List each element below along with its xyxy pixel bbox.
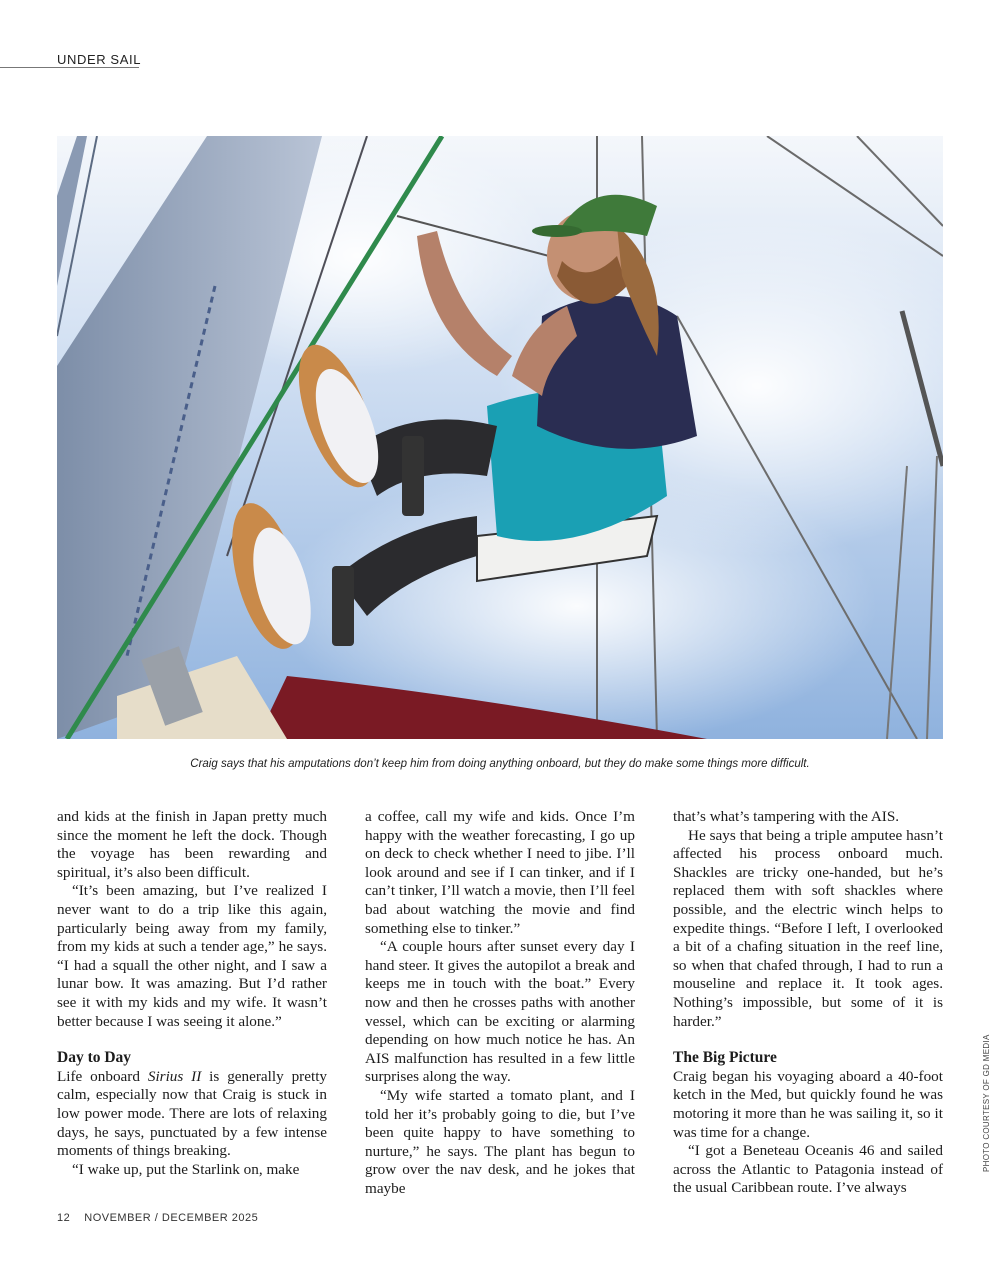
spacer — [57, 1031, 327, 1049]
photo-caption: Craig says that his amputations don’t keep him from doing anything onboard, but they do make some things more difficult. — [190, 758, 810, 770]
paragraph: Craig began his voyaging aboard a 40-foot ketch in the Med, but quickly found he was motoring it more than he was sailing it, so it was time for a change. — [673, 1067, 943, 1141]
paragraph: a coffee, call my wife and kids. Once I’m happy with the weather forecasting, I go up on deck to check whether I need to jibe. I’ll look around and see if I can tinker, and if I can’t tinker, I’ll watch a movie, then I’ll feel bad about watching the movie and find something else to tinker.” — [365, 808, 635, 937]
paragraph: and kids at the finish in Japan pretty much since the moment he left the dock. Though the voyage has been rewarding and spiritual, it’s also been difficult. — [57, 808, 327, 881]
paragraph: that’s what’s tampering with the AIS. — [673, 808, 900, 825]
section-label: UNDER SAIL — [57, 52, 142, 67]
paragraph: “My wife started a tomato plant, and I told her it’s probably going to die, but I’ve been quite happy to have something to nurture,” he says. The plant has begun to grow over the nav desk, and he jokes that maybe — [365, 1086, 635, 1197]
page-number: 12 — [57, 1212, 71, 1224]
issue-date: NOVEMBER / DECEMBER 2025 — [84, 1212, 259, 1224]
spacer — [673, 1031, 943, 1049]
subheading-day-to-day: Day to Day — [57, 1049, 132, 1067]
paragraph-text: Life onboard — [57, 1067, 148, 1085]
photo-credit: PHOTO COURTESY OF GD MEDIA — [982, 1034, 991, 1172]
paragraph — [57, 1068, 327, 1161]
paragraph: “I got a Beneteau Oceanis 46 and sailed across the Atlantic to Patagonia instead of the usual Caribbean route. I’ve always — [673, 1142, 943, 1197]
header-rule — [0, 67, 139, 68]
paragraph: “I wake up, put the Starlink on, make — [72, 1160, 300, 1178]
boat-name: Sirius II — [147, 1067, 202, 1085]
page-footer — [57, 1212, 258, 1224]
subheading-big-picture: The Big Picture — [673, 1049, 777, 1067]
text-column-2 — [365, 808, 635, 1198]
paragraph: “It’s been amazing, but I’ve realized I never want to do a trip like this again, particularly being away from my family, from my kids at such a tender age,” he says. “I had a squall the other night, and I saw a lunar bow. It was amazing. But I’d rather see it with my kids and my wife. It wasn’t better because I was seeing it alone.” — [57, 882, 327, 1030]
paragraph-text: is generally pretty calm, especially now that Craig is stuck in low power mode. There are lots of relaxing days, he says, punctuated by a few intense moments of things breaking. — [57, 1067, 328, 1160]
paragraph: “A couple hours after sunset every day I hand steer. It gives the autopilot a break and keeps me in touch with the boat.” Every now and then he crosses paths with another vessel, which can be exciting or alarming depending on how much notice he has. An AIS malfunction has resulted in a few little surprises along the way. — [365, 938, 635, 1086]
paragraph: He says that being a triple amputee hasn’t affected his process onboard much. Shackles are tricky one-handed, but he’s replaced them with soft shackles where possible, and the electric winch helps to expedite things. “Before I left, I overlooked a bit of a chafing situation in the reef line, so when that chafed through, I had to run a mouseline and replace it. It took ages. Nothing’s impossible, but some of it is harder.” — [673, 826, 943, 1030]
text-column-1 — [57, 808, 327, 1179]
photo-sailor-in-bosun-chair — [57, 136, 943, 739]
text-column-3 — [673, 808, 943, 1198]
